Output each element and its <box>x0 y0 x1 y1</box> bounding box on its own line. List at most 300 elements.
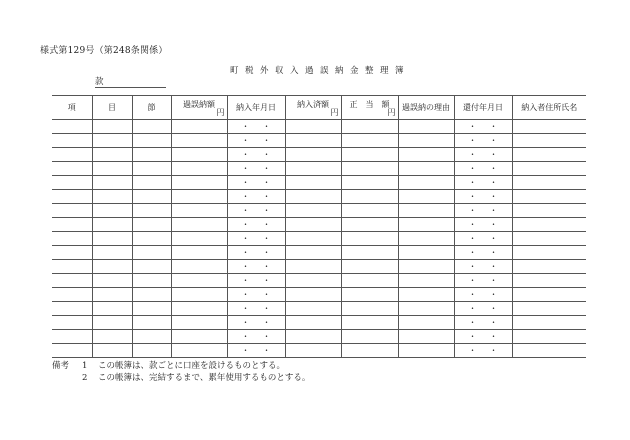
cell-overpaid-amount[interactable] <box>171 330 227 344</box>
cell-kou[interactable] <box>52 330 92 344</box>
cell-overpaid-amount[interactable] <box>171 204 227 218</box>
date-dot: ・ <box>468 247 477 257</box>
cell-kou[interactable] <box>52 134 92 148</box>
cell-kou[interactable] <box>52 232 92 246</box>
cell-refund-date[interactable] <box>454 330 512 344</box>
cell-paid-amount[interactable] <box>285 288 341 302</box>
cell-payer-name[interactable] <box>512 274 586 288</box>
column-header-kou <box>52 96 92 120</box>
cell-refund-date[interactable] <box>454 302 512 316</box>
date-separator-dots <box>228 221 285 229</box>
cell-refund-date[interactable] <box>454 190 512 204</box>
table-row <box>52 330 586 344</box>
cell-paid-amount[interactable] <box>285 302 341 316</box>
date-dot: ・ <box>241 247 250 257</box>
date-separator-dots <box>228 263 285 271</box>
cell-kou[interactable] <box>52 260 92 274</box>
cell-overpaid-amount[interactable] <box>171 260 227 274</box>
cell-paid-amount[interactable] <box>285 190 341 204</box>
cell-overpaid-amount[interactable] <box>171 246 227 260</box>
date-separator-dots <box>228 277 285 285</box>
note-item <box>52 372 310 384</box>
cell-reason[interactable] <box>398 288 454 302</box>
table-row <box>52 134 586 148</box>
date-dot: ・ <box>468 121 477 131</box>
date-dot: ・ <box>262 191 271 201</box>
cell-paid-amount[interactable] <box>285 274 341 288</box>
cell-payment-date[interactable] <box>227 120 285 134</box>
cell-setsu[interactable] <box>132 344 171 358</box>
date-separator-dots <box>455 151 512 159</box>
cell-moku[interactable] <box>92 190 132 204</box>
cell-kou[interactable] <box>52 204 92 218</box>
cell-setsu[interactable] <box>132 232 171 246</box>
date-separator-dots <box>228 305 285 313</box>
cell-kou[interactable] <box>52 218 92 232</box>
cell-moku[interactable] <box>92 134 132 148</box>
cell-refund-date[interactable] <box>454 120 512 134</box>
date-dot: ・ <box>489 289 498 299</box>
cell-payment-date[interactable] <box>227 316 285 330</box>
cell-kou[interactable] <box>52 162 92 176</box>
date-dot: ・ <box>489 261 498 271</box>
date-dot: ・ <box>241 233 250 243</box>
cell-moku[interactable] <box>92 162 132 176</box>
cell-kou[interactable] <box>52 190 92 204</box>
cell-payer-name[interactable] <box>512 218 586 232</box>
date-separator-dots <box>455 221 512 229</box>
cell-paid-amount[interactable] <box>285 246 341 260</box>
cell-payment-date[interactable] <box>227 148 285 162</box>
date-separator-dots <box>228 249 285 257</box>
date-separator-dots <box>228 165 285 173</box>
cell-setsu[interactable] <box>132 148 171 162</box>
cell-moku[interactable] <box>92 288 132 302</box>
cell-refund-date[interactable] <box>454 204 512 218</box>
date-dot: ・ <box>262 177 271 187</box>
cell-reason[interactable] <box>398 190 454 204</box>
column-header-label: 項 <box>67 103 76 112</box>
cell-setsu[interactable] <box>132 274 171 288</box>
date-separator-dots <box>455 291 512 299</box>
date-dot: ・ <box>468 261 477 271</box>
cell-moku[interactable] <box>92 260 132 274</box>
column-header-overpaid-amount <box>171 96 227 120</box>
date-dot: ・ <box>262 303 271 313</box>
date-separator-dots <box>455 207 512 215</box>
cell-payment-date[interactable] <box>227 274 285 288</box>
date-dot: ・ <box>262 331 271 341</box>
date-dot: ・ <box>468 289 477 299</box>
column-header-setsu <box>132 96 171 120</box>
cell-payer-name[interactable] <box>512 288 586 302</box>
date-dot: ・ <box>489 345 498 355</box>
cell-kou[interactable] <box>52 148 92 162</box>
date-separator-dots <box>455 305 512 313</box>
date-dot: ・ <box>241 219 250 229</box>
date-dot: ・ <box>241 331 250 341</box>
cell-payment-date[interactable] <box>227 190 285 204</box>
cell-reason[interactable] <box>398 162 454 176</box>
notes-label: 備考 <box>52 361 70 371</box>
table-row <box>52 274 586 288</box>
cell-overpaid-amount[interactable] <box>171 218 227 232</box>
table-row <box>52 316 586 330</box>
date-dot: ・ <box>262 289 271 299</box>
cell-setsu[interactable] <box>132 134 171 148</box>
date-separator-dots <box>228 235 285 243</box>
cell-payer-name[interactable] <box>512 162 586 176</box>
cell-reason[interactable] <box>398 218 454 232</box>
date-dot: ・ <box>262 205 271 215</box>
column-header-label: 納入済額 <box>297 100 329 109</box>
table-row <box>52 204 586 218</box>
cell-payer-name[interactable] <box>512 232 586 246</box>
note-text: この帳簿は、款ごとに口座を設けるものとする。 <box>98 361 286 371</box>
cell-kou[interactable] <box>52 120 92 134</box>
yen-unit-label: 円 <box>330 108 339 117</box>
cell-overpaid-amount[interactable] <box>171 134 227 148</box>
cell-reason[interactable] <box>398 176 454 190</box>
cell-moku[interactable] <box>92 344 132 358</box>
cell-kou[interactable] <box>52 316 92 330</box>
cell-payment-date[interactable] <box>227 232 285 246</box>
cell-paid-amount[interactable] <box>285 162 341 176</box>
date-separator-dots <box>228 319 285 327</box>
cell-overpaid-amount[interactable] <box>171 288 227 302</box>
cell-refund-date[interactable] <box>454 134 512 148</box>
date-dot: ・ <box>468 219 477 229</box>
cell-payer-name[interactable] <box>512 246 586 260</box>
cell-setsu[interactable] <box>132 218 171 232</box>
cell-refund-date[interactable] <box>454 260 512 274</box>
cell-payer-name[interactable] <box>512 148 586 162</box>
cell-overpaid-amount[interactable] <box>171 316 227 330</box>
cell-setsu[interactable] <box>132 190 171 204</box>
date-dot: ・ <box>241 261 250 271</box>
cell-payer-name[interactable] <box>512 260 586 274</box>
cell-correct-amount[interactable] <box>341 120 398 134</box>
date-dot: ・ <box>262 135 271 145</box>
cell-setsu[interactable] <box>132 316 171 330</box>
note-number: 1 <box>82 361 88 371</box>
column-header-refund-date <box>454 96 512 120</box>
yen-unit-label: 円 <box>387 108 396 117</box>
cell-payer-name[interactable] <box>512 316 586 330</box>
cell-moku[interactable] <box>92 120 132 134</box>
cell-paid-amount[interactable] <box>285 316 341 330</box>
cell-refund-date[interactable] <box>454 148 512 162</box>
table-row <box>52 246 586 260</box>
date-dot: ・ <box>489 149 498 159</box>
date-dot: ・ <box>489 303 498 313</box>
cell-payer-name[interactable] <box>512 330 586 344</box>
column-header-label: 納入者住所氏名 <box>521 103 578 112</box>
column-header-payer-name <box>512 96 586 120</box>
table-row <box>52 190 586 204</box>
cell-payment-date[interactable] <box>227 302 285 316</box>
date-dot: ・ <box>489 219 498 229</box>
cell-setsu[interactable] <box>132 260 171 274</box>
cell-overpaid-amount[interactable] <box>171 120 227 134</box>
date-separator-dots <box>228 207 285 215</box>
date-dot: ・ <box>262 317 271 327</box>
date-dot: ・ <box>241 317 250 327</box>
cell-correct-amount[interactable] <box>341 134 398 148</box>
cell-correct-amount[interactable] <box>341 176 398 190</box>
cell-reason[interactable] <box>398 232 454 246</box>
cell-refund-date[interactable] <box>454 162 512 176</box>
cell-correct-amount[interactable] <box>341 330 398 344</box>
kan-field[interactable] <box>95 78 166 88</box>
cell-reason[interactable] <box>398 316 454 330</box>
table-row <box>52 344 586 358</box>
cell-correct-amount[interactable] <box>341 190 398 204</box>
cell-moku[interactable] <box>92 218 132 232</box>
date-separator-dots <box>455 235 512 243</box>
cell-correct-amount[interactable] <box>341 344 398 358</box>
cell-setsu[interactable] <box>132 288 171 302</box>
table-row <box>52 120 586 134</box>
cell-setsu[interactable] <box>132 204 171 218</box>
cell-payer-name[interactable] <box>512 344 586 358</box>
cell-moku[interactable] <box>92 232 132 246</box>
cell-reason[interactable] <box>398 148 454 162</box>
cell-kou[interactable] <box>52 274 92 288</box>
cell-refund-date[interactable] <box>454 316 512 330</box>
cell-paid-amount[interactable] <box>285 344 341 358</box>
cell-payment-date[interactable] <box>227 288 285 302</box>
cell-overpaid-amount[interactable] <box>171 190 227 204</box>
cell-payer-name[interactable] <box>512 134 586 148</box>
cell-kou[interactable] <box>52 302 92 316</box>
date-dot: ・ <box>489 275 498 285</box>
date-separator-dots <box>455 137 512 145</box>
notes <box>52 360 310 384</box>
cell-refund-date[interactable] <box>454 232 512 246</box>
cell-reason[interactable] <box>398 204 454 218</box>
cell-setsu[interactable] <box>132 302 171 316</box>
column-header-label: 節 <box>147 103 156 112</box>
date-dot: ・ <box>489 317 498 327</box>
note-item <box>52 360 310 372</box>
cell-payer-name[interactable] <box>512 176 586 190</box>
cell-correct-amount[interactable] <box>341 246 398 260</box>
cell-payment-date[interactable] <box>227 134 285 148</box>
column-header-label: 納入年月日 <box>236 103 276 112</box>
cell-overpaid-amount[interactable] <box>171 344 227 358</box>
column-header-correct-amount <box>341 96 398 120</box>
date-dot: ・ <box>489 135 498 145</box>
date-separator-dots <box>228 123 285 131</box>
cell-reason[interactable] <box>398 330 454 344</box>
date-separator-dots <box>455 193 512 201</box>
date-dot: ・ <box>262 163 271 173</box>
cell-correct-amount[interactable] <box>341 260 398 274</box>
date-separator-dots <box>455 347 512 355</box>
yen-unit-label: 円 <box>216 108 225 117</box>
cell-moku[interactable] <box>92 148 132 162</box>
date-dot: ・ <box>241 205 250 215</box>
cell-refund-date[interactable] <box>454 288 512 302</box>
cell-payer-name[interactable] <box>512 190 586 204</box>
cell-paid-amount[interactable] <box>285 120 341 134</box>
cell-moku[interactable] <box>92 316 132 330</box>
date-dot: ・ <box>468 149 477 159</box>
cell-overpaid-amount[interactable] <box>171 232 227 246</box>
cell-correct-amount[interactable] <box>341 204 398 218</box>
date-dot: ・ <box>468 191 477 201</box>
cell-reason[interactable] <box>398 246 454 260</box>
cell-reason[interactable] <box>398 274 454 288</box>
date-dot: ・ <box>468 177 477 187</box>
cell-refund-date[interactable] <box>454 274 512 288</box>
date-dot: ・ <box>489 233 498 243</box>
cell-kou[interactable] <box>52 176 92 190</box>
cell-refund-date[interactable] <box>454 344 512 358</box>
date-separator-dots <box>455 277 512 285</box>
cell-moku[interactable] <box>92 176 132 190</box>
table-row <box>52 148 586 162</box>
date-separator-dots <box>228 347 285 355</box>
date-separator-dots <box>455 333 512 341</box>
date-dot: ・ <box>468 303 477 313</box>
cell-overpaid-amount[interactable] <box>171 302 227 316</box>
cell-overpaid-amount[interactable] <box>171 148 227 162</box>
cell-paid-amount[interactable] <box>285 176 341 190</box>
date-dot: ・ <box>241 121 250 131</box>
table-row <box>52 232 586 246</box>
cell-overpaid-amount[interactable] <box>171 176 227 190</box>
cell-moku[interactable] <box>92 246 132 260</box>
date-separator-dots <box>455 165 512 173</box>
cell-paid-amount[interactable] <box>285 134 341 148</box>
cell-overpaid-amount[interactable] <box>171 274 227 288</box>
date-dot: ・ <box>468 275 477 285</box>
date-dot: ・ <box>262 261 271 271</box>
table-row <box>52 260 586 274</box>
cell-setsu[interactable] <box>132 330 171 344</box>
date-dot: ・ <box>262 149 271 159</box>
cell-correct-amount[interactable] <box>341 274 398 288</box>
date-dot: ・ <box>241 275 250 285</box>
cell-overpaid-amount[interactable] <box>171 162 227 176</box>
cell-payment-date[interactable] <box>227 330 285 344</box>
header-row <box>52 96 586 120</box>
cell-payment-date[interactable] <box>227 176 285 190</box>
cell-paid-amount[interactable] <box>285 148 341 162</box>
cell-moku[interactable] <box>92 204 132 218</box>
cell-correct-amount[interactable] <box>341 148 398 162</box>
cell-payment-date[interactable] <box>227 260 285 274</box>
cell-correct-amount[interactable] <box>341 218 398 232</box>
cell-reason[interactable] <box>398 260 454 274</box>
cell-setsu[interactable] <box>132 120 171 134</box>
date-separator-dots <box>455 249 512 257</box>
date-dot: ・ <box>262 345 271 355</box>
cell-correct-amount[interactable] <box>341 302 398 316</box>
note-number: 2 <box>82 373 88 383</box>
cell-reason[interactable] <box>398 134 454 148</box>
cell-payment-date[interactable] <box>227 204 285 218</box>
column-header-label: 正 当 額 <box>349 100 390 109</box>
date-separator-dots <box>228 137 285 145</box>
cell-correct-amount[interactable] <box>341 288 398 302</box>
date-dot: ・ <box>468 331 477 341</box>
cell-paid-amount[interactable] <box>285 204 341 218</box>
date-dot: ・ <box>262 275 271 285</box>
date-separator-dots <box>455 263 512 271</box>
cell-paid-amount[interactable] <box>285 218 341 232</box>
date-separator-dots <box>228 179 285 187</box>
cell-kou[interactable] <box>52 288 92 302</box>
column-header-paid-amount <box>285 96 341 120</box>
date-dot: ・ <box>241 149 250 159</box>
cell-setsu[interactable] <box>132 162 171 176</box>
date-dot: ・ <box>241 135 250 145</box>
cell-correct-amount[interactable] <box>341 316 398 330</box>
note-text: この帳簿は、完結するまで、累年使用するものとする。 <box>98 373 311 383</box>
cell-setsu[interactable] <box>132 176 171 190</box>
date-separator-dots <box>455 123 512 131</box>
cell-moku[interactable] <box>92 330 132 344</box>
cell-refund-date[interactable] <box>454 246 512 260</box>
cell-kou[interactable] <box>52 246 92 260</box>
cell-payment-date[interactable] <box>227 344 285 358</box>
cell-payment-date[interactable] <box>227 246 285 260</box>
cell-payer-name[interactable] <box>512 120 586 134</box>
column-header-reason <box>398 96 454 120</box>
date-separator-dots <box>455 319 512 327</box>
cell-payment-date[interactable] <box>227 218 285 232</box>
column-header-moku <box>92 96 132 120</box>
date-separator-dots <box>228 151 285 159</box>
cell-payer-name[interactable] <box>512 302 586 316</box>
date-dot: ・ <box>468 345 477 355</box>
date-separator-dots <box>455 179 512 187</box>
cell-paid-amount[interactable] <box>285 260 341 274</box>
cell-refund-date[interactable] <box>454 218 512 232</box>
date-dot: ・ <box>241 191 250 201</box>
table-row <box>52 288 586 302</box>
date-dot: ・ <box>489 247 498 257</box>
cell-reason[interactable] <box>398 344 454 358</box>
date-dot: ・ <box>241 289 250 299</box>
cell-kou[interactable] <box>52 344 92 358</box>
cell-reason[interactable] <box>398 302 454 316</box>
date-dot: ・ <box>489 191 498 201</box>
cell-moku[interactable] <box>92 302 132 316</box>
cell-paid-amount[interactable] <box>285 330 341 344</box>
column-header-label: 還付年月日 <box>463 103 503 112</box>
cell-payer-name[interactable] <box>512 204 586 218</box>
cell-correct-amount[interactable] <box>341 162 398 176</box>
date-dot: ・ <box>468 205 477 215</box>
column-header-payment-date <box>227 96 285 120</box>
table-row <box>52 218 586 232</box>
cell-refund-date[interactable] <box>454 176 512 190</box>
date-dot: ・ <box>489 205 498 215</box>
cell-payment-date[interactable] <box>227 162 285 176</box>
date-dot: ・ <box>489 177 498 187</box>
table-row <box>52 302 586 316</box>
cell-reason[interactable] <box>398 120 454 134</box>
cell-correct-amount[interactable] <box>341 232 398 246</box>
cell-moku[interactable] <box>92 274 132 288</box>
date-dot: ・ <box>489 163 498 173</box>
cell-paid-amount[interactable] <box>285 232 341 246</box>
cell-setsu[interactable] <box>132 246 171 260</box>
